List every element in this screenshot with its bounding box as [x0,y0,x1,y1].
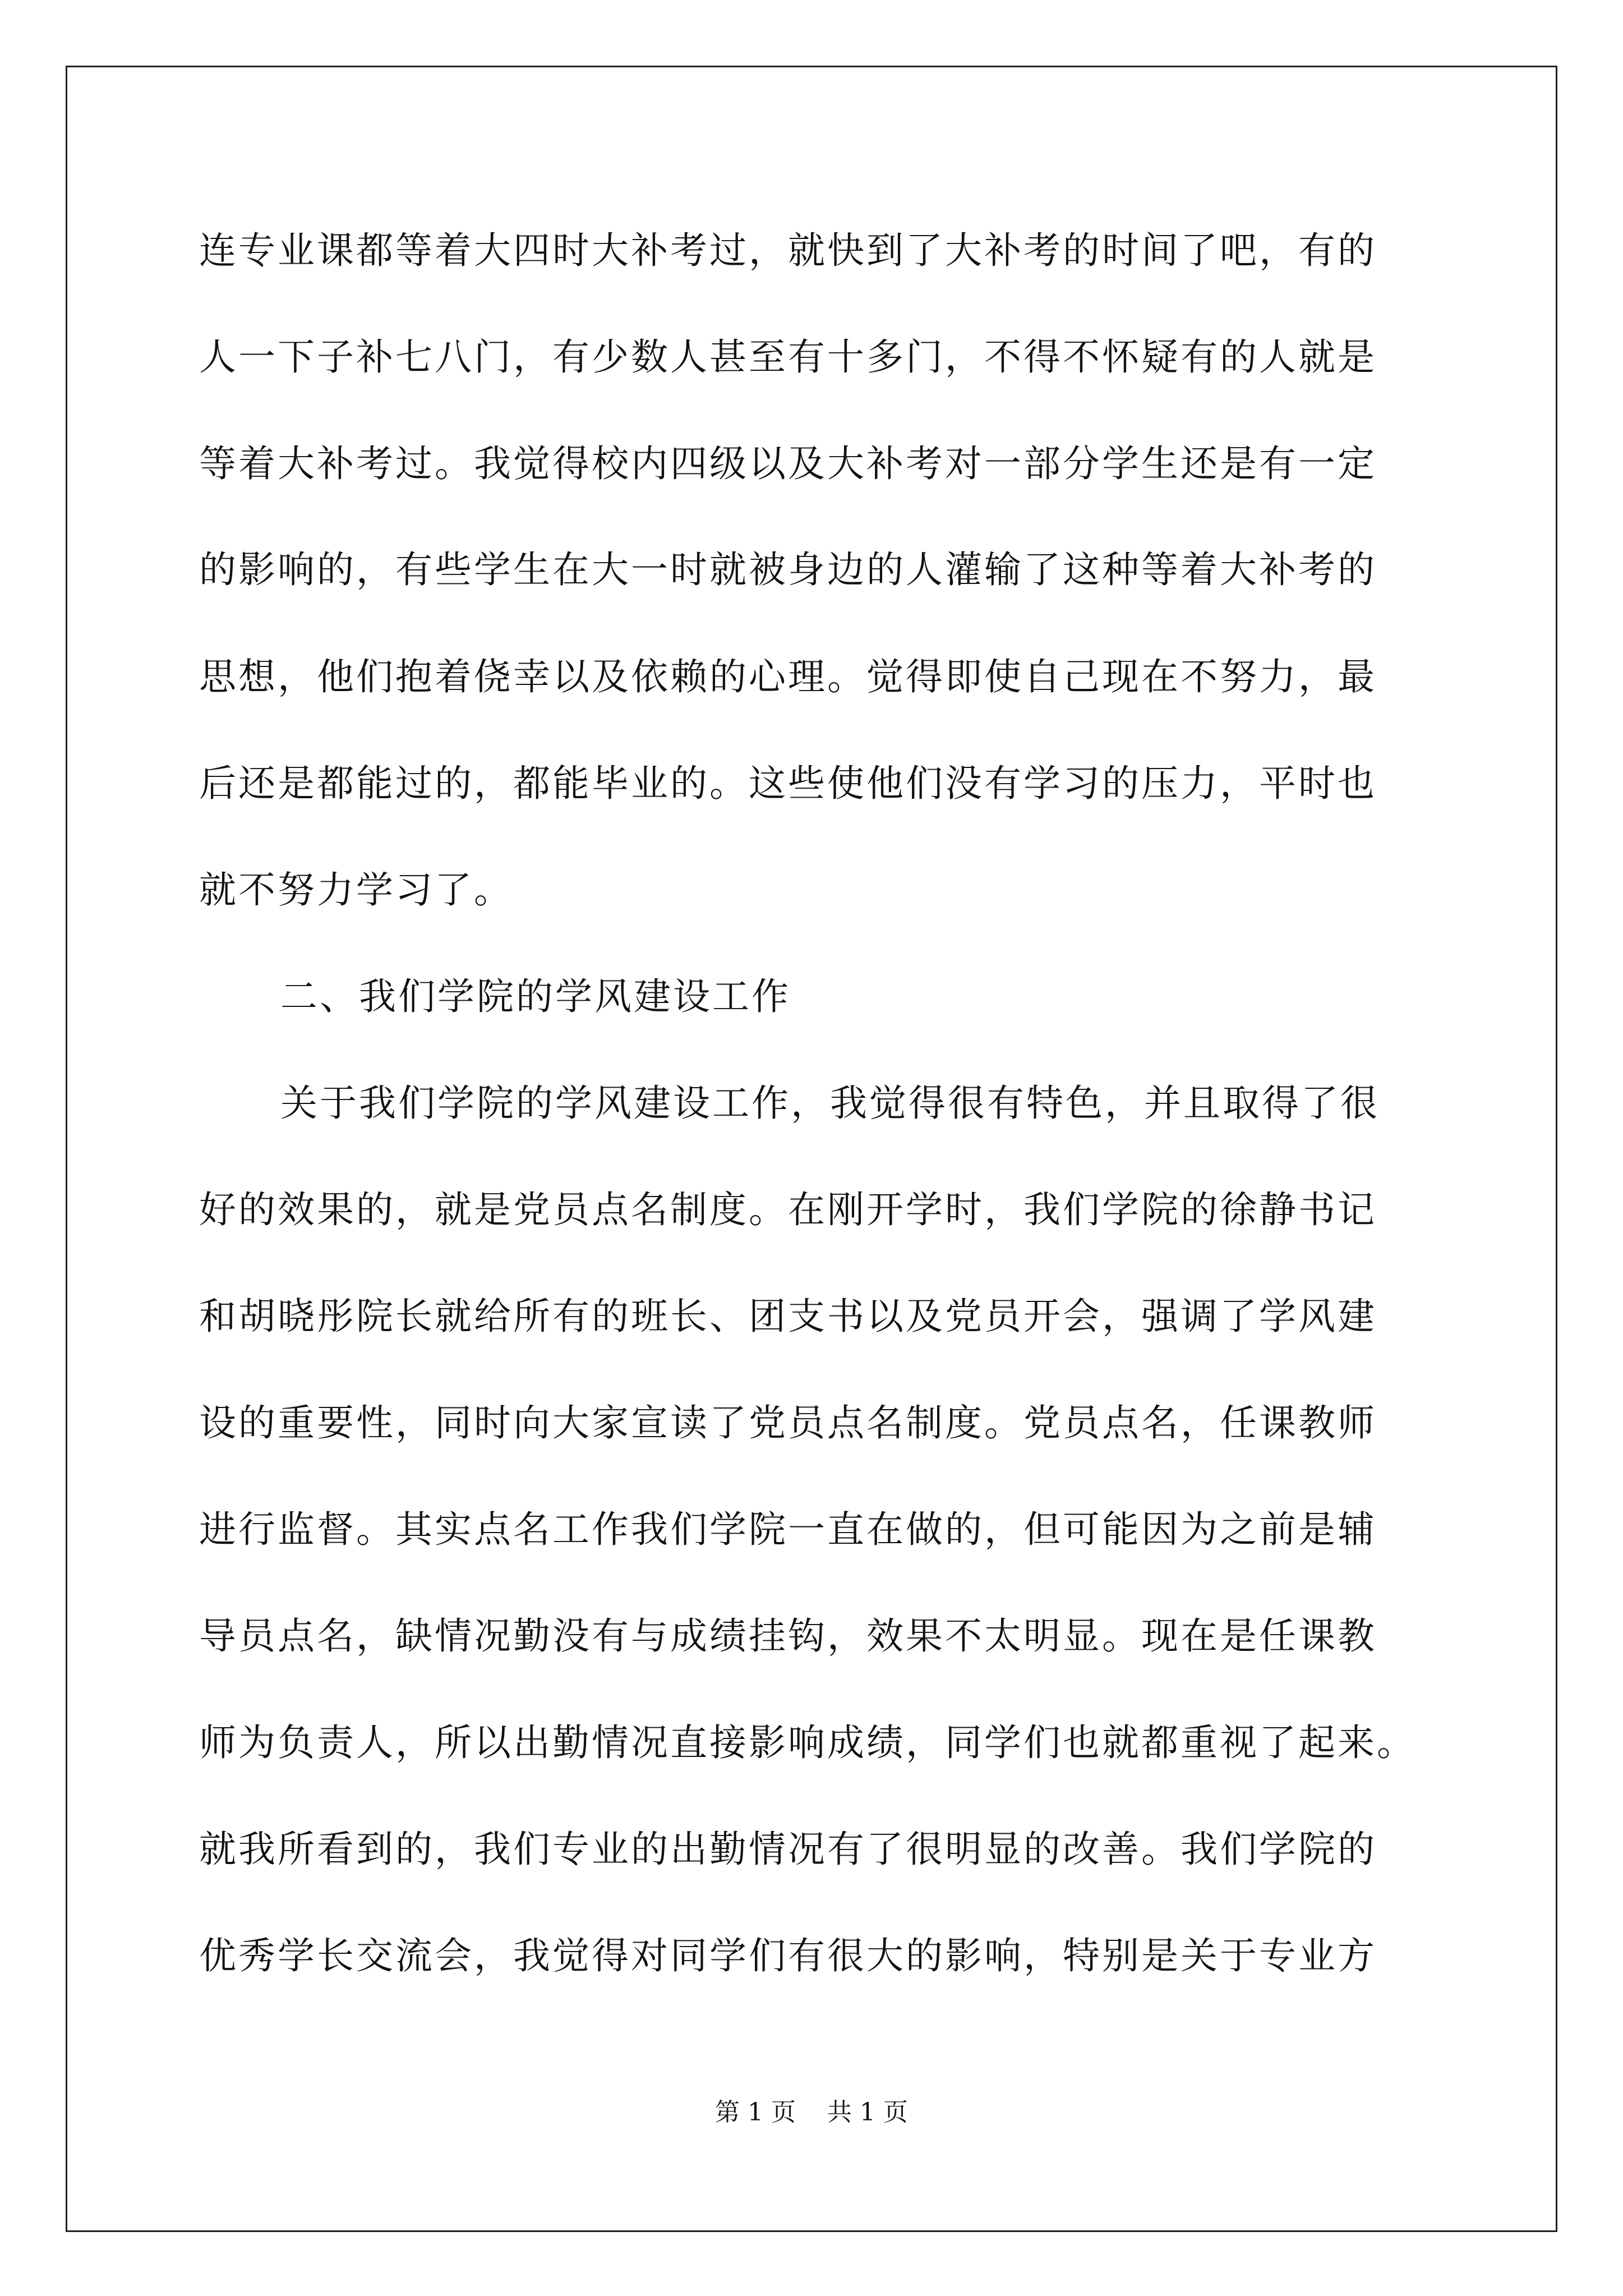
body-text-line: 进行监督。其实点名工作我们学院一直在做的，但可能因为之前是辅 [199,1508,1377,1551]
body-text-line: 等着大补考过。我觉得校内四级以及大补考对一部分学生还是有一定 [199,442,1377,485]
body-text-line: 设的重要性，同时向大家宣读了党员点名制度。党员点名，任课教师 [199,1401,1377,1444]
page-number-footer: 第 1 页 共 1 页 [715,2098,908,2127]
body-text-line: 就不努力学习了。 [199,868,513,912]
body-text-line: 就我所看到的，我们专业的出勤情况有了很明显的改善。我们学院的 [199,1828,1377,1871]
body-text-line: 好的效果的，就是党员点名制度。在刚开学时，我们学院的徐静书记 [199,1188,1377,1231]
body-text-line: 人一下子补七八门，有少数人甚至有十多门，不得不怀疑有的人就是 [199,335,1377,379]
body-text-line: 的影响的，有些学生在大一时就被身边的人灌输了这种等着大补考的 [199,548,1377,591]
body-text-line: 关于我们学院的学风建设工作，我觉得很有特色，并且取得了很 [280,1082,1380,1125]
body-text-line: 后还是都能过的，都能毕业的。这些使他们没有学习的压力，平时也 [199,762,1377,805]
body-text-line: 师为负责人，所以出勤情况直接影响成绩，同学们也就都重视了起来。 [199,1721,1416,1764]
body-text-line: 优秀学长交流会，我觉得对同学们有很大的影响，特别是关于专业方 [199,1934,1377,1977]
body-text-line: 和胡晓彤院长就给所有的班长、团支书以及党员开会，强调了学风建 [199,1295,1377,1338]
page-frame [66,66,1557,2232]
body-text-line: 思想，他们抱着侥幸以及依赖的心理。觉得即使自己现在不努力，最 [199,655,1377,698]
section-heading: 二、我们学院的学风建设工作 [280,975,791,1018]
body-text-line: 连专业课都等着大四时大补考过，就快到了大补考的时间了吧，有的 [199,229,1377,272]
body-text-line: 导员点名，缺情况勤没有与成绩挂钩，效果不太明显。现在是任课教 [199,1614,1377,1658]
